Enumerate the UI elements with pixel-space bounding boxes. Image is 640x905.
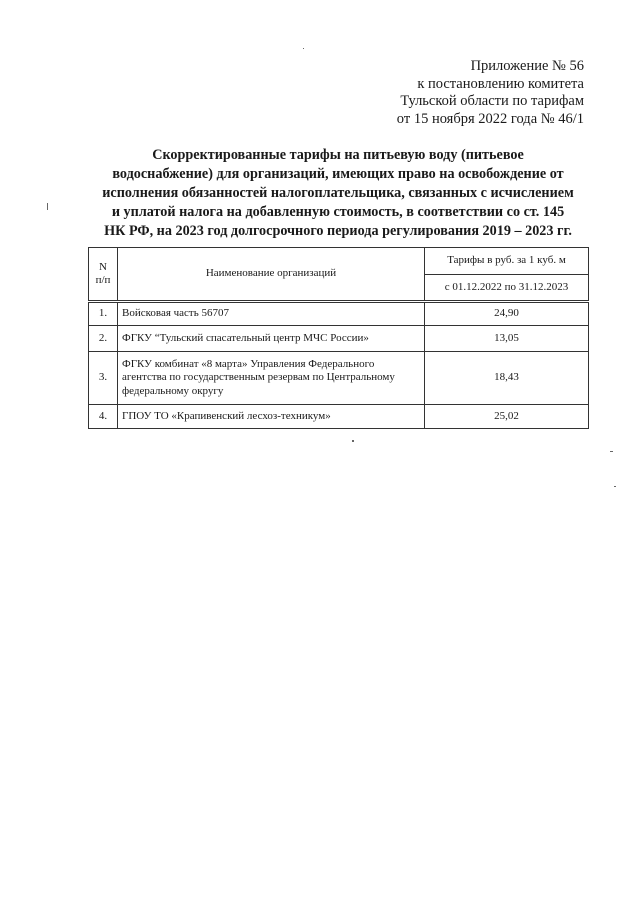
title-line: исполнения обязанностей налогоплательщика, связанных с исчислением	[102, 185, 574, 201]
row-value: 13,05	[425, 326, 589, 352]
title-line: НК РФ, на 2023 год долгосрочного периода регулирования 2019 – 2023 гг.	[104, 223, 572, 239]
document-title	[68, 146, 608, 241]
row-value: 18,43	[425, 352, 589, 405]
header-num	[89, 248, 118, 302]
row-name	[118, 352, 425, 405]
scan-speck	[610, 451, 613, 452]
header-tariff: Тарифы в руб. за 1 куб. м	[425, 248, 589, 275]
row-name-line: ГПОУ ТО «Крапивенский лесхоз-техникум»	[122, 409, 331, 422]
row-name-line: федеральному округу	[122, 384, 224, 397]
table-row	[89, 352, 589, 405]
tariff-table	[88, 247, 589, 429]
table-row	[89, 405, 589, 429]
header-name: Наименование организаций	[118, 248, 425, 302]
appendix-line: Приложение № 56	[470, 58, 584, 74]
scan-speck	[47, 203, 48, 210]
title-line: водоснабжение) для организаций, имеющих право на освобождение от	[112, 166, 564, 182]
row-name-line: Войсковая часть 56707	[122, 307, 230, 320]
table-row	[89, 302, 589, 326]
table-header-row	[89, 248, 589, 275]
scan-speck	[352, 440, 354, 442]
row-value: 25,02	[425, 405, 589, 429]
table-row	[89, 326, 589, 352]
row-name-line: агентства по государственным резервам по Центральному	[122, 371, 395, 384]
row-num: 3.	[89, 352, 118, 405]
header-num-line1: N	[99, 260, 107, 273]
appendix-line: Тульской области по тарифам	[400, 93, 584, 109]
row-name	[118, 326, 425, 352]
appendix-line: к постановлению комитета	[417, 75, 584, 92]
scan-speck	[303, 48, 304, 49]
row-name-line: ФГКУ комбинат «8 марта» Управления Федерального	[122, 357, 375, 370]
row-num: 1.	[89, 302, 118, 326]
row-name	[118, 302, 425, 326]
header-num-line2: п/п	[95, 274, 111, 286]
title-line: и уплатой налога на добавленную стоимость, в соответствии со ст. 145	[111, 204, 565, 220]
row-name-line: ФГКУ “Тульский спасательный центр МЧС России»	[122, 331, 369, 344]
appendix-block	[397, 58, 584, 128]
row-num: 4.	[89, 405, 118, 429]
scan-speck	[614, 486, 616, 487]
row-num: 2.	[89, 326, 118, 352]
title-line: Скорректированные тарифы на питьевую воду (питьевое	[152, 147, 524, 163]
appendix-line: от 15 ноября 2022 года № 46/1	[396, 110, 584, 127]
header-period: с 01.12.2022 по 31.12.2023	[425, 275, 589, 302]
row-name	[118, 405, 425, 429]
row-value: 24,90	[425, 302, 589, 326]
